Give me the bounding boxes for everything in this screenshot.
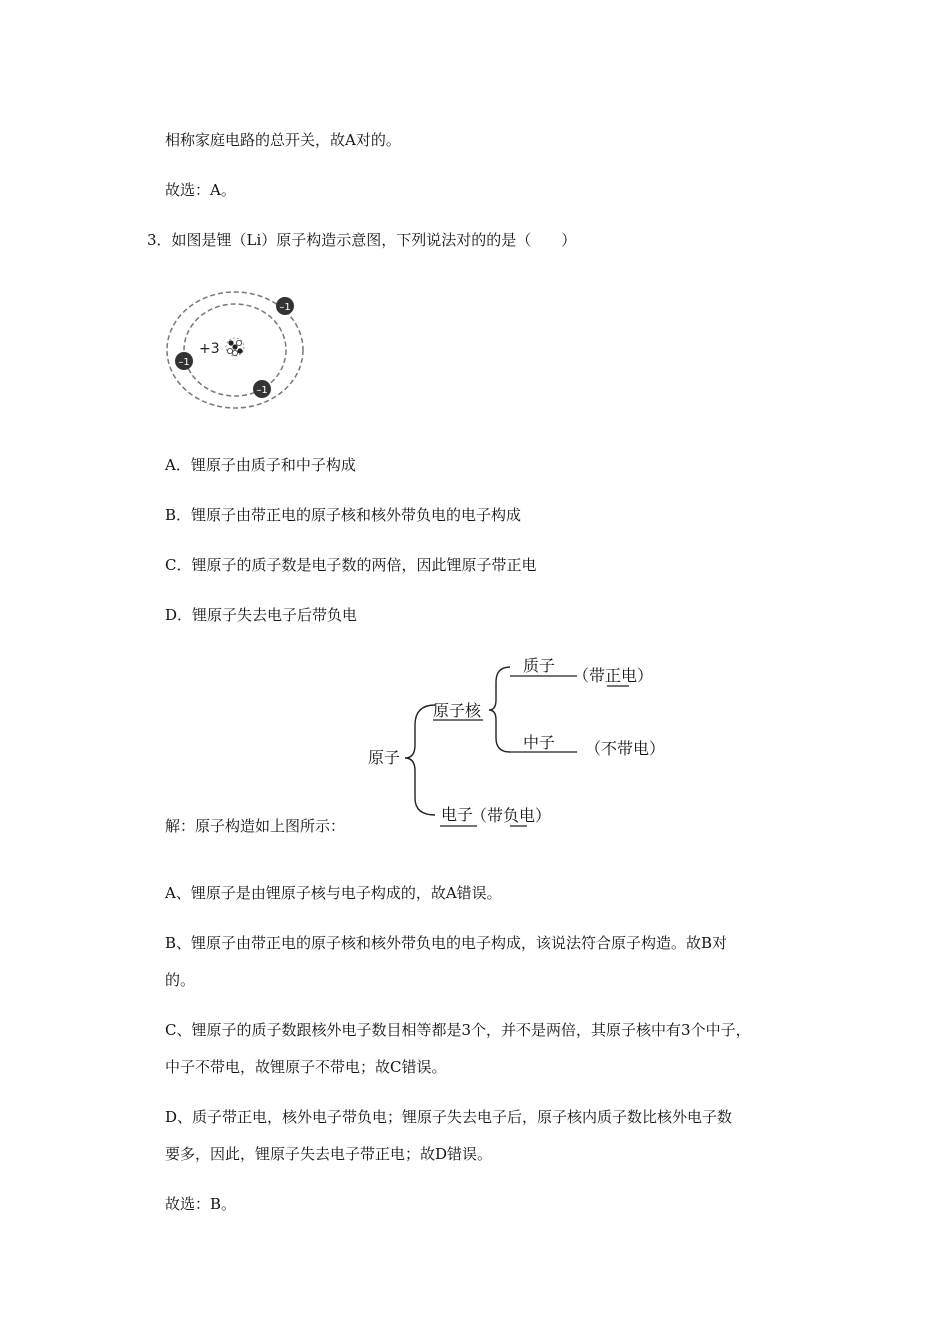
answer-b-line1: B、锂原子由带正电的原子核和核外带负电的电子构成，该说法符合原子构造。故B对 <box>165 934 728 952</box>
electron-icon <box>175 352 193 370</box>
option-d: D．锂原子失去电子后带负电 <box>165 606 358 624</box>
electron-icon <box>276 297 294 315</box>
option-b: B．锂原子由带正电的原子核和核外带负电的电子构成 <box>165 506 522 524</box>
nucleus-charge-label: +3 <box>199 341 220 357</box>
text-line: 故选：A。 <box>165 181 236 199</box>
answer-c-line2: 中子不带电，故锂原子不带电；故C错误。 <box>165 1058 447 1076</box>
svg-text:–1: –1 <box>178 357 190 368</box>
svg-text:–1: –1 <box>256 385 268 396</box>
final-answer: 故选：B。 <box>165 1195 237 1213</box>
tree-electron-charge: （带负电） <box>471 806 552 825</box>
tree-electron: 电子 <box>441 805 474 824</box>
answer-c-line1: C、锂原子的质子数跟核外电子数目相等都是3个，并不是两倍，其原子核中有3个中子， <box>165 1021 751 1039</box>
solution-intro: 解：原子构造如上图所示： <box>165 817 346 835</box>
nucleus-icon <box>226 338 244 356</box>
atom-structure-tree <box>365 650 695 830</box>
svg-text:–1: –1 <box>279 302 291 313</box>
answer-a: A、锂原子是由锂原子核与电子构成的，故A错误。 <box>165 884 502 902</box>
tree-neutron: 中子 <box>523 733 556 752</box>
option-a: A．锂原子由质子和中子构成 <box>165 456 356 474</box>
answer-d-line1: D、质子带正电，核外电子带负电；锂原子失去电子后，原子核内质子数比核外电子数 <box>165 1108 733 1126</box>
tree-nucleus: 原子核 <box>433 701 482 720</box>
electron-icon <box>253 380 271 398</box>
answer-b-line2: 的。 <box>165 971 196 989</box>
tree-proton: 质子 <box>523 656 556 675</box>
option-c: C．锂原子的质子数是电子数的两倍，因此锂原子带正电 <box>165 556 537 574</box>
question-3: 3．如图是锂（Li）原子构造示意图，下列说法对的的是（ ） <box>147 231 577 249</box>
tree-proton-charge: （带正电） <box>573 666 654 685</box>
nucleus-brace <box>489 667 510 752</box>
answer-d-line2: 要多，因此，锂原子失去电子带正电；故D错误。 <box>165 1145 493 1163</box>
text-line: 相称家庭电路的总开关，故A对的。 <box>165 131 401 149</box>
tree-neutron-charge: （不带电） <box>585 739 666 758</box>
tree-root-atom: 原子 <box>368 748 401 767</box>
root-brace <box>405 705 435 815</box>
lithium-atom-diagram <box>163 290 313 415</box>
